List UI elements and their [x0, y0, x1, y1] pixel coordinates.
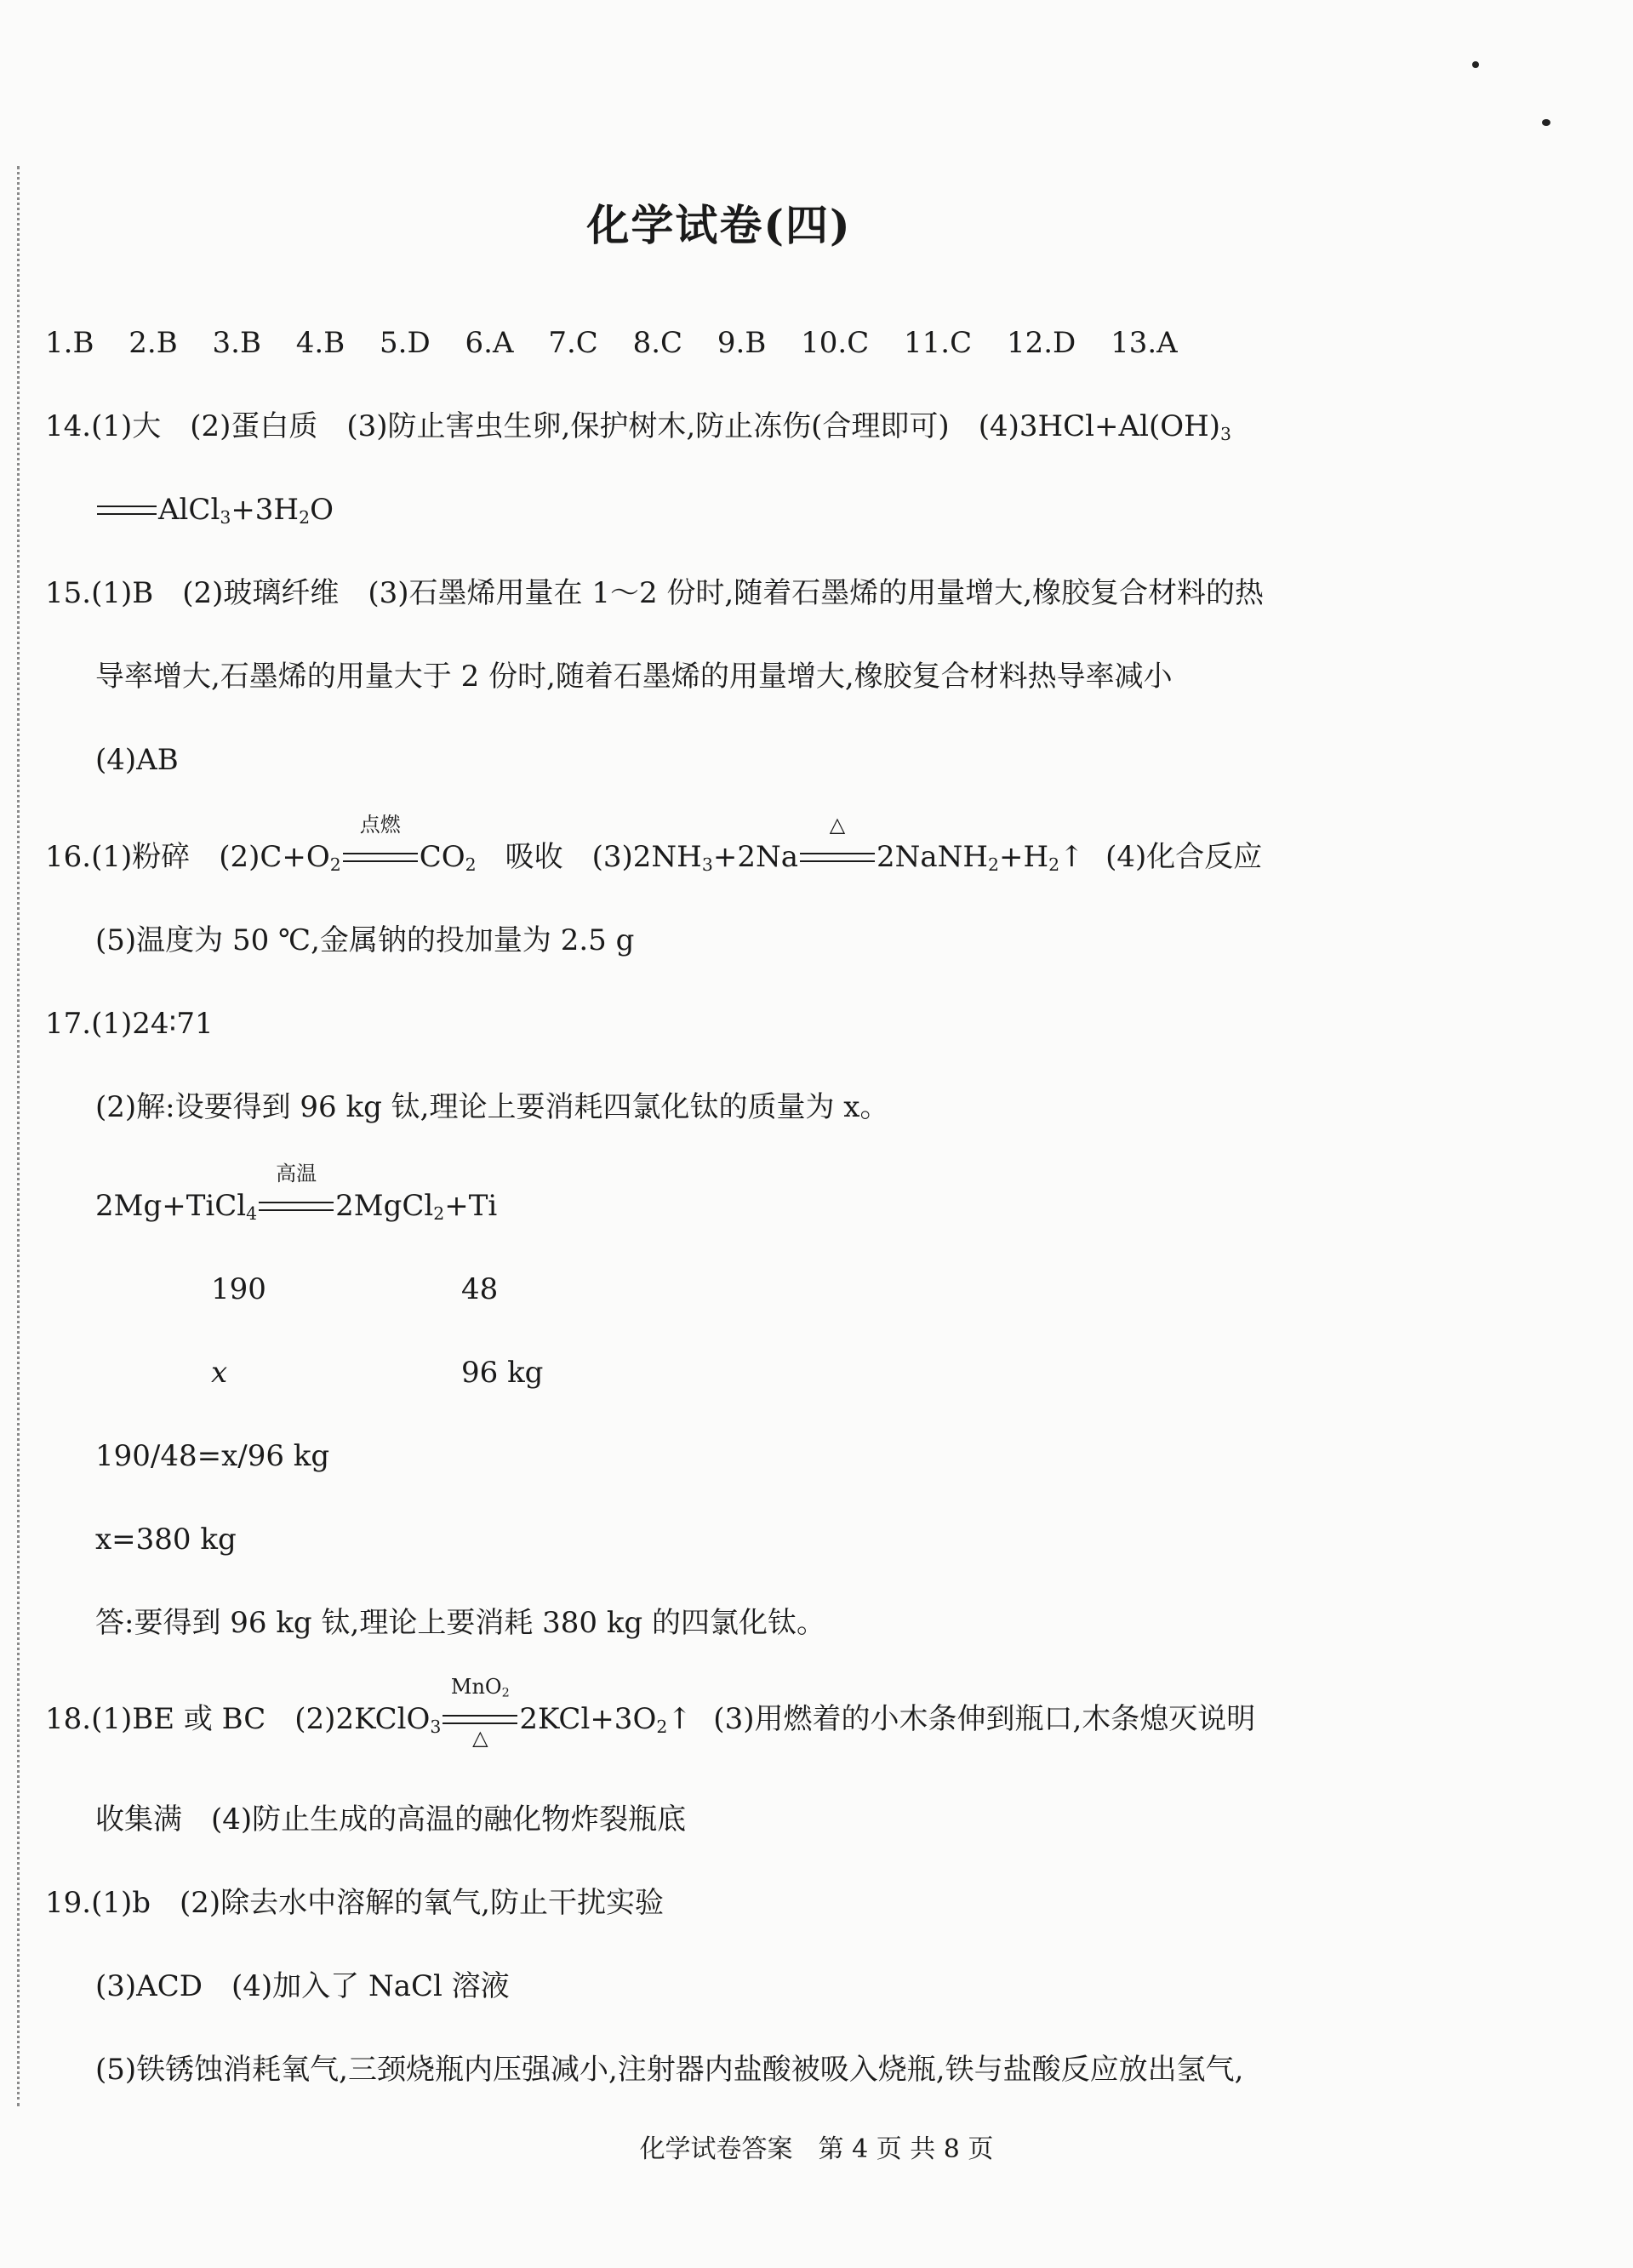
- q17-result: x=380 kg: [95, 1522, 237, 1557]
- equals-sign: [97, 493, 157, 528]
- gas-arrow-icon: ↑: [1059, 840, 1084, 874]
- q15-line1: 15.(1)B (2)玻璃纤维 (3)石墨烯用量在 1～2 份时,随着石墨烯的用量增大,橡胶复合材料的热: [45, 576, 1265, 610]
- subscript: 2: [1048, 854, 1060, 876]
- q14-formula: O: [310, 493, 334, 527]
- q14-line1: [45, 409, 1231, 444]
- mcq-answer: 9.B: [717, 326, 767, 360]
- mcq-answer: 7.C: [548, 326, 598, 360]
- mcq-answer: 12.D: [1006, 326, 1076, 360]
- mcq-answer: 10.C: [801, 326, 870, 360]
- subscript: 2: [299, 507, 311, 528]
- subscript: 3: [220, 507, 231, 528]
- q16-line1: [45, 813, 1263, 876]
- mcq-answer: 1.B: [45, 326, 94, 360]
- gas-arrow-icon: ↑: [667, 1702, 692, 1736]
- q19-line1: 19.(1)b (2)除去水中溶解的氧气,防止干扰实验: [45, 1886, 664, 1920]
- subscript: 2: [465, 854, 477, 876]
- q18-line2: 收集满 (4)防止生成的高温的融化物炸裂瓶底: [95, 1802, 687, 1837]
- subscript: 2: [433, 1203, 445, 1225]
- q15-line2: 导率增大,石墨烯的用量大于 2 份时,随着石墨烯的用量增大,橡胶复合材料热导率减小: [95, 660, 1173, 694]
- reaction-condition: [259, 1162, 334, 1224]
- reaction-condition: [443, 1675, 517, 1750]
- mcq-answer: 11.C: [904, 326, 973, 360]
- mcq-answer: 5.D: [380, 326, 431, 360]
- q17-ratio: 190/48=x/96 kg: [95, 1439, 330, 1473]
- q14-formula: +3H: [231, 493, 300, 527]
- q17-equation: [95, 1162, 498, 1225]
- binding-dotted-line: [17, 166, 20, 2106]
- page-footer: 化学试卷答案 第 4 页 共 8 页: [639, 2134, 994, 2164]
- q18-line1: [45, 1675, 1256, 1750]
- mcq-answer: 4.B: [295, 326, 345, 360]
- mcq-answer: 6.A: [465, 326, 514, 360]
- q15-line3: (4)AB: [95, 743, 179, 777]
- q14-formula: AlCl: [158, 493, 220, 527]
- subscript: 3: [1220, 424, 1231, 445]
- condition-label: △: [829, 813, 846, 837]
- mcq-answers: [45, 326, 1203, 361]
- condition-label: △: [472, 1726, 488, 1750]
- subscript: 3: [430, 1717, 442, 1738]
- mcq-answer: 13.A: [1111, 326, 1178, 360]
- condition-label: MnO$_2$: [450, 1675, 510, 1700]
- q14-text: 14.(1)大 (2)蛋白质 (3)防止害虫生卵,保护树木,防止冻伤(合理即可) (4)3HCl+Al(OH): [45, 409, 1220, 443]
- q14-line2: [95, 493, 334, 528]
- q16-line2: (5)温度为 50 ℃,金属钠的投加量为 2.5 g: [95, 923, 635, 957]
- q19-line3: (5)铁锈蚀消耗氧气,三颈烧瓶内压强减小,注射器内盐酸被吸入烧瓶,铁与盐酸反应放出氢气,: [95, 2053, 1244, 2087]
- subscript: 3: [701, 854, 713, 876]
- ink-speck: [1472, 61, 1479, 68]
- reaction-condition: [343, 813, 418, 875]
- mcq-answer: 8.C: [632, 326, 683, 360]
- subscript: 2: [656, 1717, 668, 1738]
- q17-mass-ticl4: 190: [211, 1272, 266, 1306]
- q16-text: 16.(1)粉碎 (2)C+O: [45, 840, 330, 874]
- mcq-answer: 2.B: [128, 326, 178, 360]
- q18-text: 2KCl+3O: [519, 1702, 657, 1736]
- mcq-answer: 3.B: [212, 326, 261, 360]
- q16-text: +H: [999, 840, 1049, 874]
- condition-label: 点燃: [359, 813, 401, 837]
- subscript: 2: [988, 854, 1000, 876]
- q16-text: +2Na: [712, 840, 798, 874]
- q17-answer: 答:要得到 96 kg 钛,理论上要消耗 380 kg 的四氯化钛。: [95, 1606, 826, 1640]
- q17-formula: 2MgCl: [335, 1189, 434, 1223]
- ink-speck: [1542, 119, 1550, 126]
- q17-line1: 17.(1)24∶71: [45, 1007, 214, 1041]
- q18-text: 18.(1)BE 或 BC (2)2KClO: [45, 1702, 431, 1736]
- q17-formula: 2Mg+TiCl: [95, 1189, 247, 1223]
- subscript: 2: [329, 854, 341, 876]
- q16-text: 2NaNH: [876, 840, 989, 874]
- q16-text: (4)化合反应: [1076, 840, 1263, 874]
- q17-formula: +Ti: [444, 1189, 498, 1223]
- q17-unknown: x: [211, 1356, 228, 1390]
- q16-text: CO: [419, 840, 465, 874]
- reaction-condition: [800, 813, 875, 875]
- q16-text: 吸收 (3)2NH: [476, 840, 702, 874]
- page-title: 化学试卷(四): [586, 200, 852, 250]
- q19-line2: (3)ACD (4)加入了 NaCl 溶液: [95, 1969, 510, 2003]
- subscript: 4: [246, 1203, 258, 1225]
- q17-given: 96 kg: [461, 1356, 544, 1390]
- condition-label: 高温: [276, 1162, 317, 1185]
- q18-text: (3)用燃着的小木条伸到瓶口,木条熄灭说明: [684, 1702, 1256, 1736]
- q17-mass-ti: 48: [461, 1272, 499, 1306]
- q17-line2: (2)解:设要得到 96 kg 钛,理论上要消耗四氯化钛的质量为 x。: [95, 1090, 889, 1124]
